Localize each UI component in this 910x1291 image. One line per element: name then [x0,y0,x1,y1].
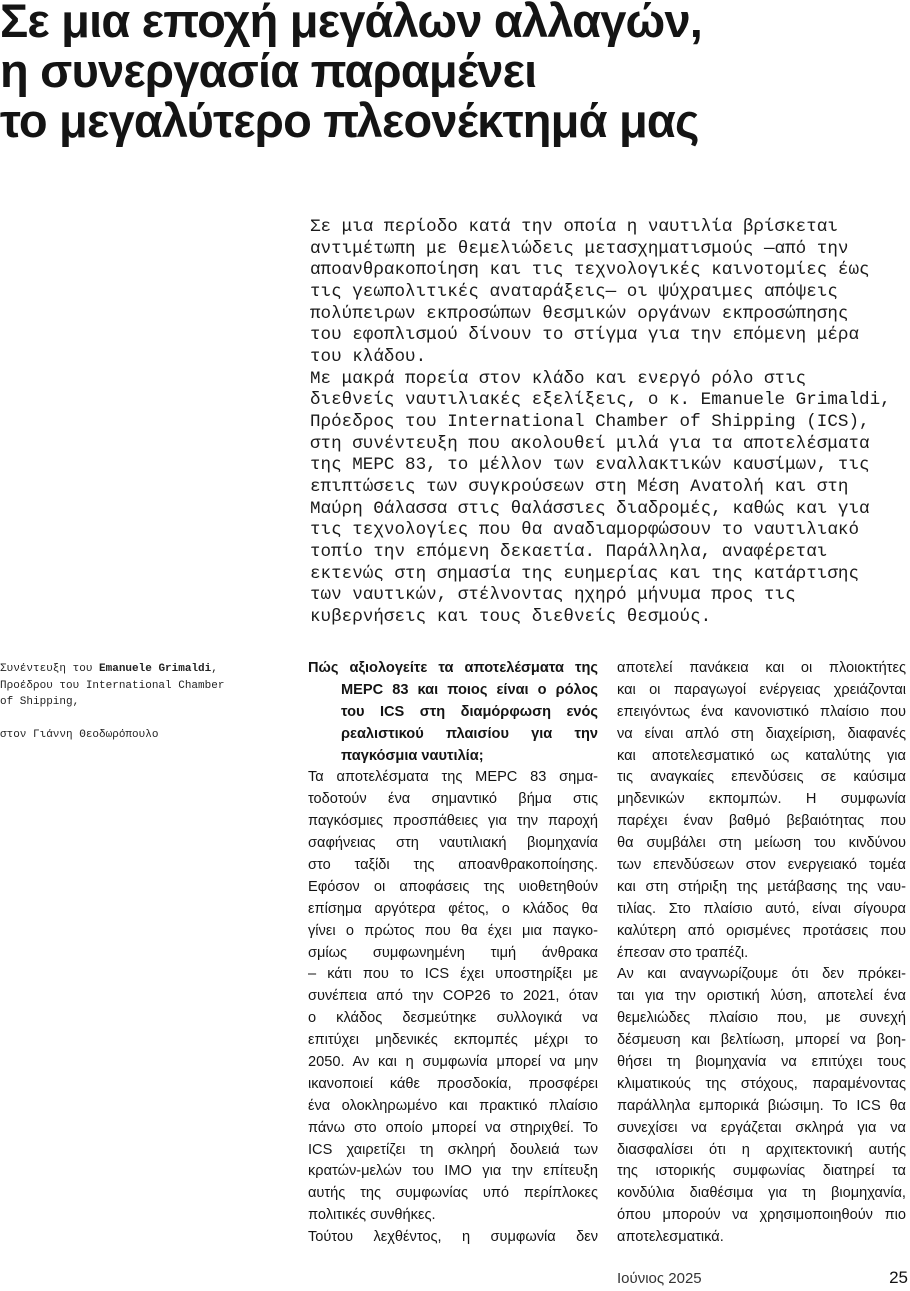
text-line: επιτύχει μηδενικές εκπομπές μέχρι το [308,1032,598,1049]
headline-line: το μεγαλύτερο πλεονέκτημά μας [0,94,699,147]
text-line: όπου μπορούν να χρησιμοποιηθούν πιο [617,1207,906,1224]
text-line: συνεχίσει να εργάζεται σκληρά για να [617,1119,906,1136]
text-line: ται για την οριστική λύση, αποτελεί ένα [617,988,906,1005]
text-line: κονδύλια διαθέσιμα για τη βιομηχανία, [617,1185,906,1202]
intro-line: Πρόεδρος του International Chamber of Shipping (ICS), [310,411,870,432]
text-line: καλύτερη από ορισμένες προτάσεις που [617,922,906,939]
text-line: σαφήνειας στη ναυτιλιακή βιομηχανία [308,835,598,852]
intro-line: εκτενώς στη σημασία της ευημερίας και της κατάρτισης [310,563,860,584]
text-line: γίνει ο πρώτος που θα έχει μια παγκο- [308,922,598,939]
text-line: τις αναγκαίες επενδύσεις σε καύσιμα [617,769,906,786]
intro-line: πολύπειρων εκπροσώπων θεσμικών οργάνων εκπροσώπησης [310,303,849,324]
text-line: της ιστορικής συμφωνίας διατηρεί τα [617,1163,906,1180]
intro-line: τις γεωπολιτικές αναταράξεις— οι ψύχραιμες απόψεις [310,281,838,302]
text-line: και αποτελεσματικό ως καταλύτης για [617,747,906,764]
answer-text [308,767,598,1249]
text-line: έπεσαν στο τραπέζι. [617,944,749,961]
intro-line: του κλάδου. [310,346,427,367]
text-line: ο κλάδος δεσμεύτηκε συλλογικά να [308,1010,598,1027]
intro-line: τοπίο την επόμενη δεκαετία. Παράλληλα, αναφέρεται [310,541,828,562]
text-line: αποτελεσματικά. [617,1229,724,1246]
byline [0,661,224,744]
text-line: – κάτι που το ICS έχει υποστηρίξει με [308,966,598,983]
intro-line: επιπτώσεις των συγκρούσεων στη Μέση Ανατολή και στη [310,476,849,497]
question-line: ρεαλιστικού πλαισίου για την [341,725,598,742]
text-line: να είναι απλό στη διαχείριση, διαφανές [617,725,906,742]
intro-line: κυβερνήσεις και τους διεθνείς θεσμούς. [310,606,712,627]
text-line: θήσει τη βιομηχανία να επιτύχει τους [617,1054,906,1071]
intro-line: της MEPC 83, το μέλλον των εναλλακτικών καυσίμων, τις [310,455,870,476]
interview-question [308,658,598,767]
article-column-1 [308,658,598,1249]
intro-line: των ναυτικών, στέλνοντας ηχηρό μήνυμα προς τις [310,585,796,606]
intro-line: Σε μια περίοδο κατά την οποία η ναυτιλία βρίσκεται [310,217,838,237]
intro-line: Με μακρά πορεία στον κλάδο και ενεργό ρόλο στις [310,368,807,389]
byline-title: Προέδρου του International Chamber [0,679,225,692]
text-line: τοδοτούν ένα σημαντικό βήμα στις [308,791,598,808]
paragraph [308,767,598,1227]
question-line: Πώς αξιολογείτε τα αποτελέσματα της [308,660,598,676]
question-line: του ICS στη διαμόρφωση ενός [341,703,598,720]
text-line: συνέπεια από την COP26 το 2021, όταν [308,988,598,1005]
text-line: 2050. Αν και η συμφωνία μπορεί να μην [308,1054,598,1071]
text-line: παράλληλα εμπορικά βιώσιμη. Το ICS θα [617,1097,906,1114]
text-line: Τούτου λεχθέντος, η συμφωνία δεν [308,1229,598,1246]
text-line: παρέχει έναν βαθμό βεβαιότητας που [617,813,906,830]
text-line: ICS χαιρετίζει τη σκληρή δουλειά των [308,1141,598,1158]
byline-interviewee [0,661,224,678]
headline-line: η συνεργασία παραμένει [0,44,537,97]
text-line: επειγόντως ένα κανονιστικό πλαίσιο που [617,703,906,720]
paragraph [617,964,906,1249]
text-line: σμίως συμφωνημένη τιμή άνθρακα [308,944,598,961]
text-line: πάνω στο οποίο μπορεί να στηριχθεί. Το [308,1119,598,1136]
text-line: επίσημα αργότερα φέτος, ο κλάδος θα [308,900,598,917]
byline-suffix: , [211,663,218,675]
footer-issue-date: Ιούνιος 2025 [617,1270,702,1287]
byline-title-cont: of Shipping, [0,696,80,708]
text-line: Αν και αναγνωρίζουμε ότι δεν πρόκει- [617,966,906,983]
article-column-2 [617,658,906,1249]
text-line: διασφαλίσει ότι η αρχιτεκτονική αυτής [617,1141,906,1158]
question-line: παγκόσμια ναυτιλία; [341,747,484,764]
intro-line: διεθνείς ναυτιλιακές εξελίξεις, ο κ. Emanuele Grimaldi, [310,390,891,411]
text-line: ικανοποιεί κάθε προσδοκία, προσφέρει [308,1075,598,1092]
intro-line: απoανθρακοποίηση και τις τεχνολογικές καινοτομίες έως [310,260,870,281]
paragraph [308,1227,598,1249]
intro-line: αντιμέτωπη με θεμελιώδεις μετασχηματισμούς —από την [310,238,849,259]
text-line: τιλίας. Στο πλαίσιο αυτό, είναι σίγουρα [617,900,906,917]
text-line: κρατών-μελών του ΙΜΟ για την επίτευξη [308,1163,598,1180]
headline-line: Σε μια εποχή μεγάλων αλλαγών, [0,0,703,47]
question-line: MEPC 83 και ποιος είναι ο ρόλος [341,681,598,698]
text-line: των επενδύσεων στον ενεργειακό τομέα [617,857,906,874]
intro-line: Μαύρη Θάλασσα στις θαλάσσιες διαδρομές, καθώς και για [310,498,870,519]
intro-line: του εφοπλισμού δίνουν το στίγμα για την επόμενη μέρα [310,325,860,346]
text-line: δέσμευση και βελτίωση, μπορεί να βοη- [617,1032,906,1049]
text-line: θα συμβάλει στη μείωση του κινδύνου [617,835,906,852]
interviewee-name: Emanuele Grimaldi [99,663,212,675]
text-line: και οι παραγωγοί ενέργειας χρειάζονται [617,681,906,698]
headline [0,0,702,146]
text-line: ένα ολοκληρωμένο και πρακτικό πλαίσιο [308,1097,598,1114]
text-line: Τα αποτελέσματα της MEPC 83 σημα- [308,769,598,786]
intro-line: στη συνέντευξη που ακολουθεί μιλά για τα αποτελέσματα [310,433,870,454]
text-line: Εφόσον οι αποφάσεις της υιοθετηθούν [308,878,598,895]
byline-author: στον Γιάννη Θεοδωρόπουλο [0,729,159,741]
intro-lead [310,217,891,628]
text-line: και στη στήριξη της μετάβασης της ναυ- [617,878,906,895]
text-line: θεμελιώδες πλαίσιο που, με συνεχή [617,1010,906,1027]
text-line: μηδενικών εκπομπών. Η συμφωνία [617,791,906,808]
byline-prefix: Συνέντευξη του [0,663,100,675]
text-line: αποτελεί πανάκεια και οι πλοιοκτήτες [617,660,906,676]
paragraph [617,658,906,964]
intro-line: τις τεχνολογίες που θα αναδιαμορφώσουν το ναυτιλιακό [310,520,860,541]
text-line: παγκόσμιες προσπάθειες για την παροχή [308,813,598,830]
text-line: αυτής της συμφωνίας υπό περίπλοκες [308,1185,598,1202]
text-line: πολιτικές συνθήκες. [308,1207,436,1224]
page-number: 25 [889,1268,908,1287]
text-line: στο ταξίδι της απoανθρακοποίησης. [308,857,598,874]
text-line: κλιματικούς της στόχους, παραμένοντας [617,1075,906,1092]
